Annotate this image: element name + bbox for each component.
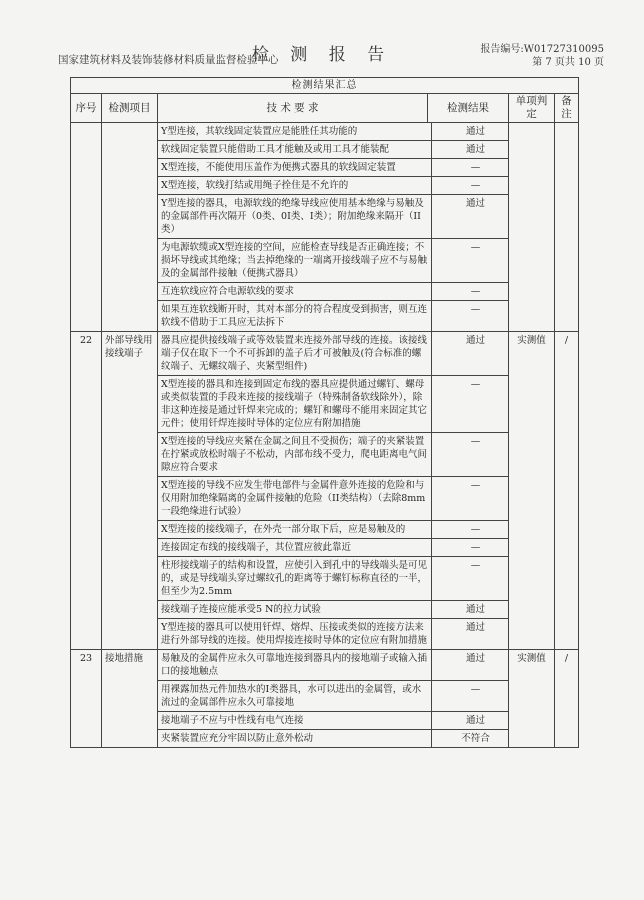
requirement-text: 器具应提供接线端子或等效装置来连接外部导线的连接。该接线端子仅在取下一个不可拆卸的盖子后才可被触及(符合标准的螺纹端子、无螺纹端子、夹紧型组件)	[158, 332, 432, 376]
requirement-row	[158, 177, 509, 195]
result-text: 通过	[432, 141, 509, 159]
requirement-row	[158, 433, 509, 477]
requirement-row	[158, 619, 509, 650]
requirement-row	[158, 301, 509, 332]
requirement-text: X型连接，不能使用压盖作为便携式器具的软线固定装置	[158, 159, 432, 177]
seq-cell: 23	[71, 650, 102, 748]
column-header-item: 检测项目	[102, 94, 158, 123]
column-header-requirement: 技 术 要 求	[158, 94, 428, 123]
table-body	[71, 123, 579, 748]
verdict-cell: 实测值	[509, 332, 555, 650]
note-cell: /	[555, 650, 579, 748]
column-header-seq: 序号	[71, 94, 102, 123]
result-text: —	[432, 177, 509, 195]
requirement-text: Y型连接的器具，电源软线的绝缘导线应使用基本绝缘与易触及的金属部件再次隔开（0类、0I类、I类）；附加绝缘来隔开（II类）	[158, 195, 432, 239]
verdict-cell: 实测值	[509, 650, 555, 748]
column-header-verdict: 单项判定	[509, 94, 555, 123]
result-text: —	[432, 433, 509, 477]
requirement-row	[158, 195, 509, 239]
requirements-cell	[158, 332, 509, 650]
requirements-cell	[158, 123, 509, 332]
requirement-text: Y型连接，其软线固定装置应是能胜任其功能的	[158, 123, 432, 141]
requirement-row	[158, 477, 509, 521]
requirement-text: 如果互连软线断开时，其对本部分的符合程度受到损害，则互连软线不借助于工具应无法拆下	[158, 301, 432, 332]
requirement-text: 软线固定装置只能借助工具才能触及或用工具才能装配	[158, 141, 432, 159]
page-info: 第 7 页共 10 页	[532, 57, 604, 68]
requirement-text: 连接固定布线的接线端子，其位置应彼此靠近	[158, 539, 432, 557]
verdict-cell	[509, 123, 555, 332]
item-cell: 接地措施	[102, 650, 158, 748]
requirements-list	[158, 123, 509, 331]
requirement-row	[158, 650, 509, 681]
result-text: —	[470, 304, 481, 315]
table-row	[71, 332, 579, 650]
report-number-block	[480, 43, 604, 69]
requirement-text: 易触及的金属件应永久可靠地连接到器具内的接地端子或输入插口的接地触点	[158, 650, 432, 681]
requirement-text: 用裸露加热元件加热水的I类器具，水可以进出的金属管，或水流过的金属部件应永久可靠接地	[158, 681, 432, 712]
result-text: 通过	[432, 650, 509, 681]
table-row	[71, 123, 579, 332]
requirement-row	[158, 539, 509, 557]
result-text: —	[432, 376, 509, 433]
result-text: 通过	[432, 712, 509, 730]
requirement-text: 互连软线应符合电源软线的要求	[158, 283, 432, 301]
requirement-row	[158, 283, 509, 301]
result-text: —	[432, 477, 509, 521]
requirement-row	[158, 332, 509, 376]
requirement-text: Y型连接的器具可以使用钎焊、熔焊、压接或类似的连接方法来进行外部导线的连接。使用焊接连接时导体的定位应有附加措施	[158, 619, 432, 650]
seq-cell: 22	[71, 332, 102, 650]
requirement-row	[158, 123, 509, 141]
report-header	[0, 0, 644, 75]
column-header-result: 检测结果	[428, 94, 509, 123]
result-text: —	[432, 521, 509, 539]
column-header-note: 备注	[555, 94, 579, 123]
note-cell: /	[555, 332, 579, 650]
note-cell	[555, 123, 579, 332]
result-text: —	[432, 239, 509, 283]
item-cell: 外部导线用接线端子	[102, 332, 158, 650]
table-row	[71, 650, 579, 748]
requirement-text: X型连接的导线不应发生带电部件与金属件意外连接的危险和与仅用附加绝缘隔离的金属件接触的危险（II类结构）（去除8mm一段绝缘进行试验）	[158, 477, 432, 521]
result-text: —	[432, 283, 509, 301]
column-header-row	[71, 94, 579, 123]
requirement-text: 接地端子不应与中性线有电气连接	[158, 712, 432, 730]
requirement-row	[158, 681, 509, 712]
requirement-row	[158, 159, 509, 177]
results-table	[70, 77, 579, 748]
requirement-row	[158, 730, 509, 748]
summary-title: 检测结果汇总	[71, 78, 579, 94]
requirement-row	[158, 521, 509, 539]
result-text: 通过	[432, 123, 509, 141]
result-text: 通过	[432, 332, 509, 376]
requirement-row	[158, 601, 509, 619]
seq-cell	[71, 123, 102, 332]
requirement-text: X型连接的导线应夹紧在金属之间且不受损伤；端子的夹紧装置在拧紧或放松时端子不松动，内部布线不受力，爬电距离电气间隙应符合要求	[158, 433, 432, 477]
requirements-list	[158, 650, 509, 747]
requirement-row	[158, 239, 509, 283]
requirements-cell	[158, 650, 509, 748]
result-text: —	[432, 681, 509, 712]
result-text: 通过	[465, 622, 485, 633]
result-text: —	[432, 557, 509, 601]
requirement-text: X型连接，软线打结或用绳子拴住是不允许的	[158, 177, 432, 195]
requirement-text: 柱形接线端子的结构和设置，应使引入到孔中的导线端头是可见的，或是导线端头穿过螺纹孔的距离等于螺钉标称直径的一半，但至少为2.5mm	[158, 557, 432, 601]
requirement-text: 为电源软缆或X型连接的空间，应能检查导线是否正确连接；不损坏导线或其绝缘；当去掉绝缘的一端离开接线端子应不与易触及的金属部件接触（便携式器具）	[158, 239, 432, 283]
requirement-text: X型连接的接线端子，在外壳一部分取下后，应是易触及的	[158, 521, 432, 539]
requirement-row	[158, 141, 509, 159]
requirement-row	[158, 376, 509, 433]
requirements-list	[158, 332, 509, 649]
requirement-row	[158, 712, 509, 730]
result-text: 不符合	[461, 733, 490, 744]
result-text: —	[432, 539, 509, 557]
organization-name: 国家建筑材料及装饰装修材料质量监督检验中心	[58, 54, 279, 66]
result-text: 通过	[432, 195, 509, 239]
requirement-row	[158, 557, 509, 601]
report-title: 检 测 报 告	[251, 45, 393, 65]
result-text: 通过	[432, 601, 509, 619]
requirement-text: X型连接的器具和连接到固定布线的器具应提供通过螺钉、螺母或类似装置的手段来连接的接线端子（特殊制备软线除外），除非这种连接是通过钎焊来完成的；螺钉和螺母不能用来固定其它元件；使用钎焊连接时导体的定位应有附加措施	[158, 376, 432, 433]
requirement-text: 接线端子连接应能承受5 N的拉力试验	[158, 601, 432, 619]
requirement-text: 夹紧装置应充分牢固以防止意外松动	[158, 730, 432, 748]
report-number: 报告编号:W01727310095	[480, 44, 604, 55]
item-cell	[102, 123, 158, 332]
result-text: —	[432, 159, 509, 177]
